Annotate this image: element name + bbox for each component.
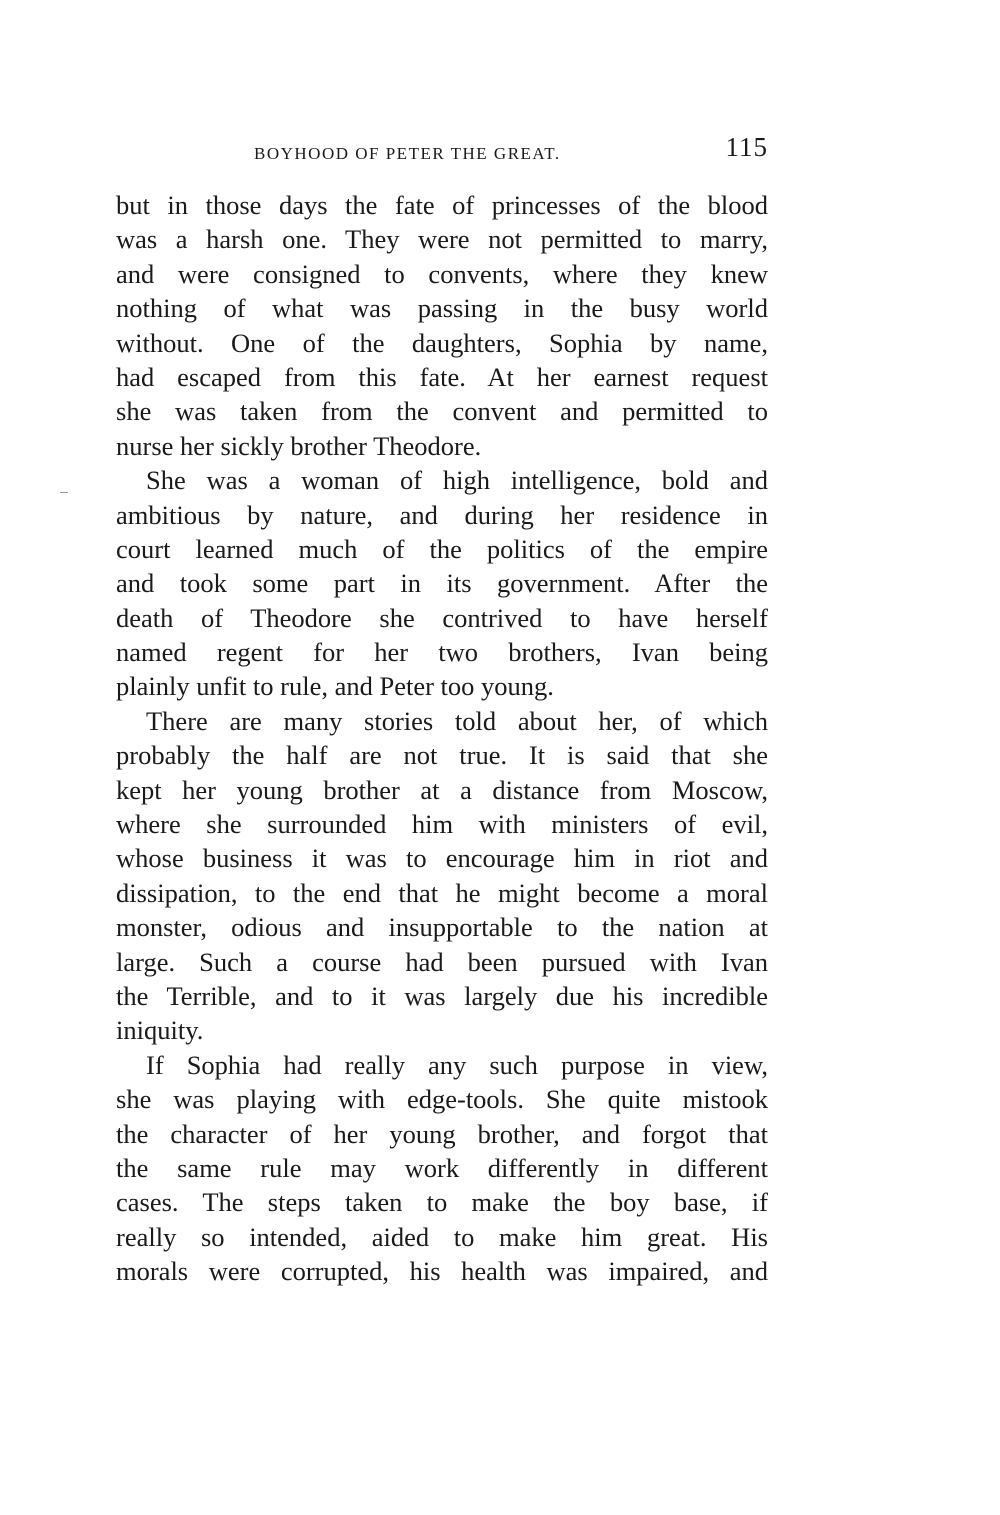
text-line: named regent for her two brothers, Ivan being bbox=[116, 637, 768, 668]
page-number: 115 bbox=[725, 132, 768, 162]
text-line: She was a woman of high intelligence, bold and bbox=[146, 465, 768, 496]
text-line: nurse her sickly brother Theodore. bbox=[116, 430, 482, 461]
text-line: nothing of what was passing in the busy world bbox=[116, 293, 768, 324]
text-line: large. Such a course had been pursued with Ivan bbox=[116, 946, 768, 977]
running-title: BOYHOOD OF PETER THE GREAT. bbox=[254, 144, 561, 163]
text-line: death of Theodore she contrived to have herself bbox=[116, 602, 768, 633]
text-line: without. One of the daughters, Sophia by name, bbox=[116, 327, 768, 358]
text-line: the character of her young brother, and forgot that bbox=[116, 1118, 768, 1149]
text-line: dissipation, to the end that he might become a moral bbox=[116, 877, 768, 908]
text-line: had escaped from this fate. At her earnest request bbox=[116, 361, 768, 392]
body-text bbox=[116, 188, 768, 1289]
text-line: kept her young brother at a distance from Moscow, bbox=[116, 774, 768, 805]
text-line: iniquity. bbox=[116, 1015, 204, 1046]
text-line: monster, odious and insupportable to the nation at bbox=[116, 912, 768, 943]
margin-mark bbox=[60, 492, 68, 493]
text-line: she was taken from the convent and permitted to bbox=[116, 396, 768, 427]
text-line: There are many stories told about her, of which bbox=[146, 705, 768, 736]
text-line: morals were corrupted, his health was impaired, and bbox=[116, 1256, 768, 1287]
text-line: plainly unfit to rule, and Peter too young. bbox=[116, 671, 554, 702]
text-line: If Sophia had really any such purpose in view, bbox=[146, 1049, 768, 1080]
text-line: cases. The steps taken to make the boy base, if bbox=[116, 1187, 768, 1218]
text-line: probably the half are not true. It is said that she bbox=[116, 740, 768, 771]
text-line: but in those days the fate of princesses of the blood bbox=[116, 190, 768, 220]
text-line: whose business it was to encourage him in riot and bbox=[116, 843, 768, 874]
running-head bbox=[116, 132, 768, 172]
text-line: she was playing with edge-tools. She quite mistook bbox=[116, 1084, 768, 1115]
text-line: the Terrible, and to it was largely due his incredible bbox=[116, 980, 768, 1011]
text-line: and were consigned to convents, where they knew bbox=[116, 258, 768, 289]
text-line: ambitious by nature, and during her residence in bbox=[116, 499, 768, 530]
text-line: was a harsh one. They were not permitted to marry, bbox=[116, 224, 768, 255]
text-line: court learned much of the politics of the empire bbox=[116, 533, 768, 564]
text-line: really so intended, aided to make him great. His bbox=[116, 1221, 768, 1252]
text-line: and took some part in its government. After the bbox=[116, 568, 768, 599]
text-line: the same rule may work differently in different bbox=[116, 1152, 768, 1183]
text-line: where she surrounded him with ministers of evil, bbox=[116, 809, 768, 840]
